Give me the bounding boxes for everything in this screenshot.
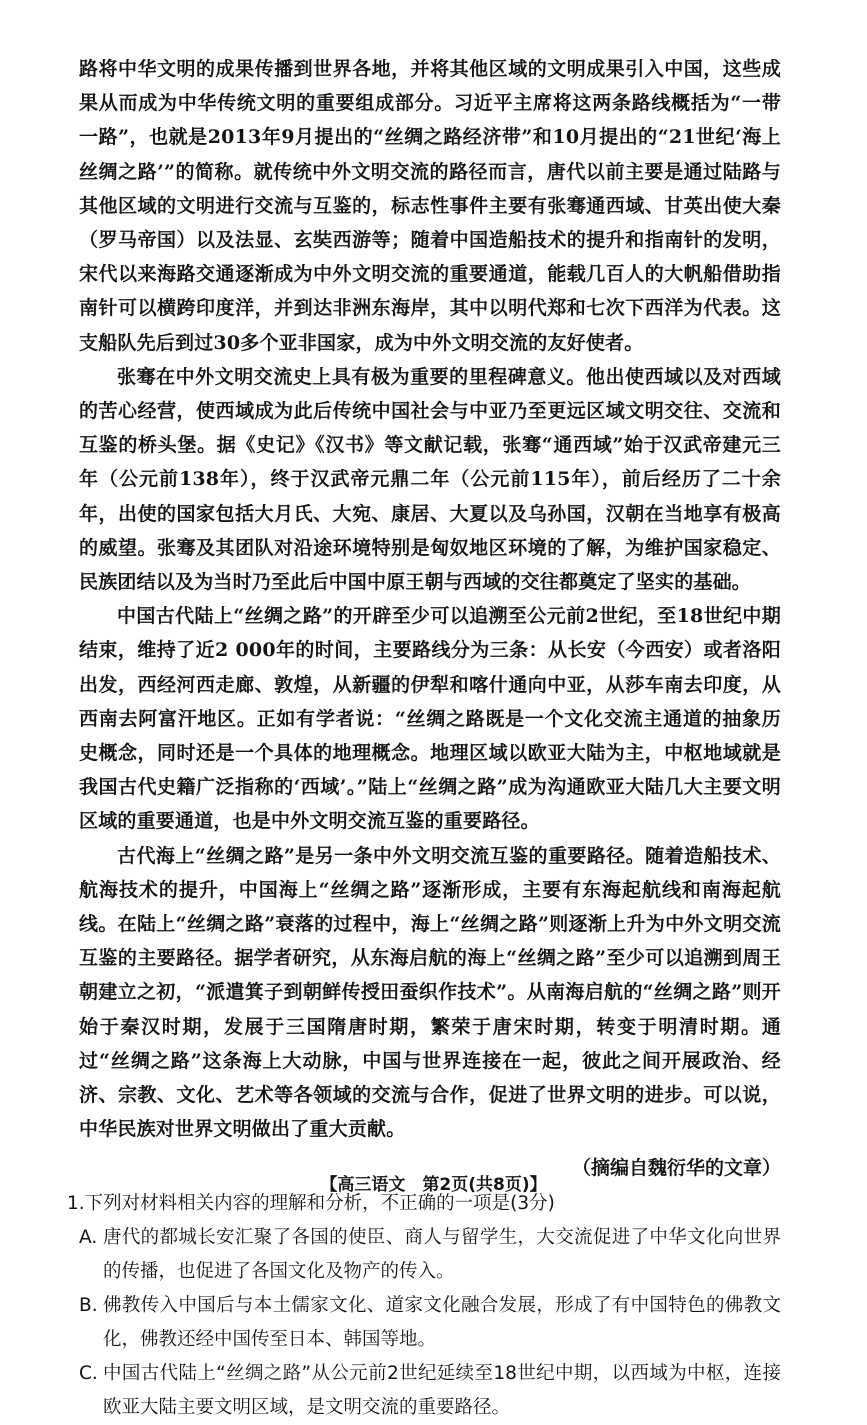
option-a-letter: A. (79, 1226, 98, 1248)
option-c (79, 1357, 781, 1425)
article-paragraph-1: 路将中华文明的成果传播到世界各地，并将其他区域的文明成果引入中国，这些成果从而成为中华传统文明的重要组成部分。习近平主席将这两条路线概括为“一带一路”，也就是2013年9月提出的“丝绸之路经济带”和10月提出的“21世纪‘海上丝绸之路’”的简称。就传统中外文明交流的路径而言，唐代以前主要是通过陆路与其他区域的文明进行交流与互鉴的，标志性事件主要有张骞通西域、甘英出使大秦（罗马帝国）以及法显、玄奘西游等；随着中国造船技术的提升和指南针的发明，宋代以来海路交通逐渐成为中外文明交流的重要通道，能载几百人的大帆船借助指南针可以横跨印度洋，并到达非洲东海岸，其中以明代郑和七次下西洋为代表。这支船队先后到过30多个亚非国家，成为中外文明交流的友好使者。 (79, 58, 781, 354)
exam-page (67, 52, 781, 1425)
page-footer: 【高三语文 第2页(共8页)】 (320, 1175, 547, 1195)
option-a (79, 1221, 781, 1289)
option-a-text: 唐代的都城长安汇聚了各国的使臣、商人与留学生，大交流促进了中华文化向世界的传播，也促进了各国文化及物产的传入。 (103, 1226, 781, 1282)
article-paragraph-3: 中国古代陆上“丝绸之路”的开辟至少可以追溯至公元前2世纪，至18世纪中期结束，维持了近2 000年的时间，主要路线分为三条：从长安（今西安）或者洛阳出发，西经河西走廊、敦煌，从新疆的伊犁和喀什通向中亚，从莎车南去印度，从西南去阿富汗地区。正如有学者说：“丝绸之路既是一个文化交流主通道的抽象历史概念，同时还是一个具体的地理概念。地理区域以欧亚大陆为主，中枢地域就是我国古代史籍广泛指称的‘西域’。”陆上“丝绸之路”成为沟通欧亚大陆几大主要文明区域的重要通道，也是中外文明交流互鉴的重要路径。 (79, 605, 781, 833)
option-b-text: 佛教传入中国后与本土儒家文化、道家文化融合发展，形成了有中国特色的佛教文化，佛教还经中国传至日本、韩国等地。 (103, 1294, 781, 1350)
question-stem: 1.下列对材料相关内容的理解和分析，不正确的一项是(3分) (67, 1192, 555, 1214)
option-b-letter: B. (79, 1294, 98, 1316)
option-c-text: 中国古代陆上“丝绸之路”从公元前2世纪延续至18世纪中期，以西域为中枢，连接欧亚大陆主要文明区域，是文明交流的重要路径。 (103, 1362, 781, 1418)
option-b (79, 1289, 781, 1357)
article-source: （摘编自魏衍华的文章） (571, 1156, 781, 1179)
option-c-letter: C. (79, 1362, 98, 1384)
article-paragraph-2: 张骞在中外文明交流史上具有极为重要的里程碑意义。他出使西域以及对西域的苦心经营，使西域成为此后传统中国社会与中亚乃至更远区域文明交往、交流和互鉴的桥头堡。据《史记》《汉书》等文献记载，张骞“通西域”始于汉武帝建元三年（公元前138年），终于汉武帝元鼎二年（公元前115年），前后经历了二十余年，出使的国家包括大月氏、大宛、康居、大夏以及乌孙国，汉朝在当地享有极高的威望。张骞及其团队对沿途环境特别是匈奴地区环境的了解，为维护国家稳定、民族团结以及为当时乃至此后中国中原王朝与西域的交往都奠定了坚实的基础。 (79, 365, 781, 594)
article-paragraph-4: 古代海上“丝绸之路”是另一条中外文明交流互鉴的重要路径。随着造船技术、航海技术的提升，中国海上“丝绸之路”逐渐形成，主要有东海起航线和南海起航线。在陆上“丝绸之路”衰落的过程中，海上“丝绸之路”则逐渐上升为中外文明交流互鉴的主要路径。据学者研究，从东海启航的海上“丝绸之路”至少可以追溯到周王朝建立之初，“派遣箕子到朝鲜传授田蚕织作技术”。从南海启航的“丝绸之路”则开始于秦汉时期，发展于三国隋唐时期，繁荣于唐宋时期，转变于明清时期。通过“丝绸之路”这条海上大动脉，中国与世界连接在一起，彼此之间开展政治、经济、宗教、文化、艺术等各领域的交流与合作，促进了世界文明的进步。可以说，中华民族对世界文明做出了重大贡献。 (79, 844, 781, 1141)
